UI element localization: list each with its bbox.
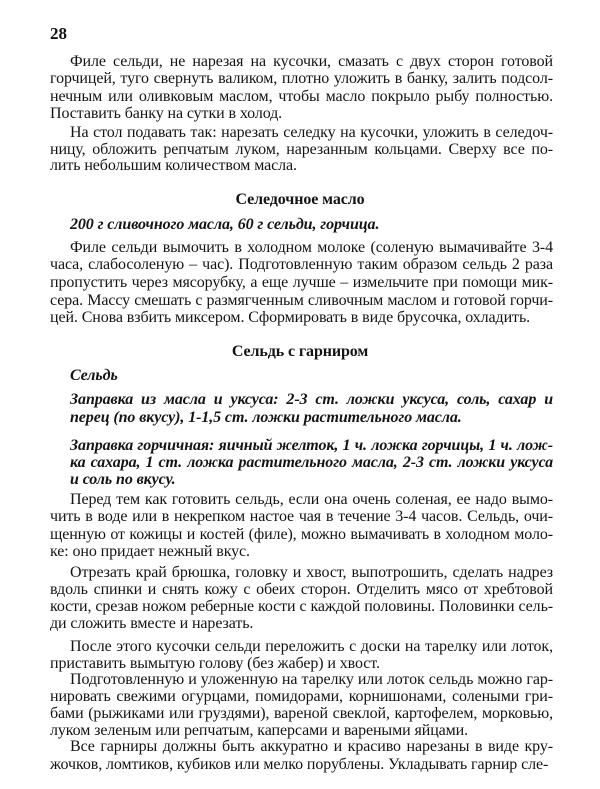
paragraph-line: горчицей, туго свернуть валиком, плотно уложить в банку, залить подсол- [50, 70, 553, 87]
page-number: 28 [50, 24, 67, 43]
paragraph-line: Все гарниры должны быть аккуратно и красиво нарезаны в виде кру- [70, 738, 553, 755]
paragraph-line: часа, слабосоленую – час). Подготовленную таким образом сельдь 2 раза [50, 256, 553, 273]
ingredients-text: ка сахара, 1 ст. ложка растительного масла, 2-3 ст. ложки уксуса [70, 454, 553, 471]
paragraph-line: Перед тем как готовить сельдь, если она очень соленая, ее надо вымо- [70, 491, 553, 508]
ingredients-text: и соль по вкусу. [70, 471, 176, 488]
paragraph-line: пропустить через мясорубку, а еще лучше – измельчите при помощи мик- [50, 274, 553, 291]
paragraph-line: нечным или оливковым маслом, чтобы масло покрыло рыбу полностью. [50, 88, 553, 105]
paragraph-line: чить в воде или в некрепком настое чая в течение 3-4 часов. Сельдь, очи- [50, 508, 553, 525]
paragraph-line: На стол подавать так: нарезать селедку на кусочки, уложить в селедоч- [70, 124, 553, 141]
paragraph-line: Поставить банку на сутки в холод. [50, 105, 283, 122]
paragraph-line: луком зеленым или репчатым, каперсами и вареными яйцами. [50, 722, 469, 739]
paragraph-line: цей. Снова взбить миксером. Сформировать в виде брусочка, охладить. [50, 309, 531, 326]
paragraph-line: Подготовленную и уложенную на тарелку или лоток сельдь можно гар- [70, 671, 553, 688]
paragraph-line: Филе сельди вымочить в холодном молоке (соленую вымачивайте 3-4 [70, 239, 553, 256]
paragraph-line: вдоль спинки и снять кожу с обеих сторон. Отделить мясо от хребтовой [50, 581, 553, 598]
paragraph-line: лить небольшим количеством масла. [50, 157, 297, 174]
paragraph-line: ди сложить вместе и нарезать. [50, 615, 254, 632]
paragraph-line: щенную от кожицы и костей (филе), можно вымачивать в холодном моло- [50, 526, 553, 543]
ingredients-text: Заправка горчичная: яичный желток, 1 ч. ложка горчицы, 1 ч. лож- [70, 437, 553, 454]
ingredients-text: 200 г сливочного масла, 60 г сельди, горчица. [70, 216, 380, 233]
ingredients-text: перец (по вкусу), 1-1,5 ст. ложки растительного масла. [70, 409, 462, 426]
paragraph-line: Отрезать край брюшка, головку и хвост, выпотрошить, сделать надрез [70, 564, 553, 581]
paragraph-line: После этого кусочки сельди переложить с доски на тарелку или лоток, [70, 638, 553, 655]
paragraph-line: кости, срезав ножом реберные кости с каждой половины. Половинки сель- [50, 598, 553, 615]
paragraph-line: приставить вымытую голову (без жабер) и хвост. [50, 655, 380, 672]
paragraph-line: ке: оно придает нежный вкус. [50, 543, 250, 560]
paragraph-line: ницу, обложить репчатым луком, нарезанным кольцами. Сверху все по- [50, 141, 553, 158]
paragraph-line: жочков, ломтиков, кубиков или мелко порублены. Укладывать гарнир сле- [50, 756, 549, 773]
paragraph-line: сера. Массу смешать с размягченным сливочным маслом и готовой горчи- [50, 292, 553, 309]
paragraph-line: нировать свежими огурцами, помидорами, корнишонами, солеными гри- [50, 688, 553, 705]
ingredients-text: Заправка из масла и уксуса: 2-3 ст. ложки уксуса, соль, сахар и [70, 391, 553, 408]
ingredients-text: Сельдь [70, 367, 118, 384]
paragraph-line: Филе сельди, не нарезая на кусочки, смазать с двух сторон готовой [70, 53, 553, 70]
paragraph-line: бами (рыжиками или груздями), вареной свеклой, картофелем, морковью, [50, 705, 553, 722]
section-heading: Селедочное масло [235, 191, 365, 208]
section-heading: Сельдь с гарниром [231, 343, 369, 360]
